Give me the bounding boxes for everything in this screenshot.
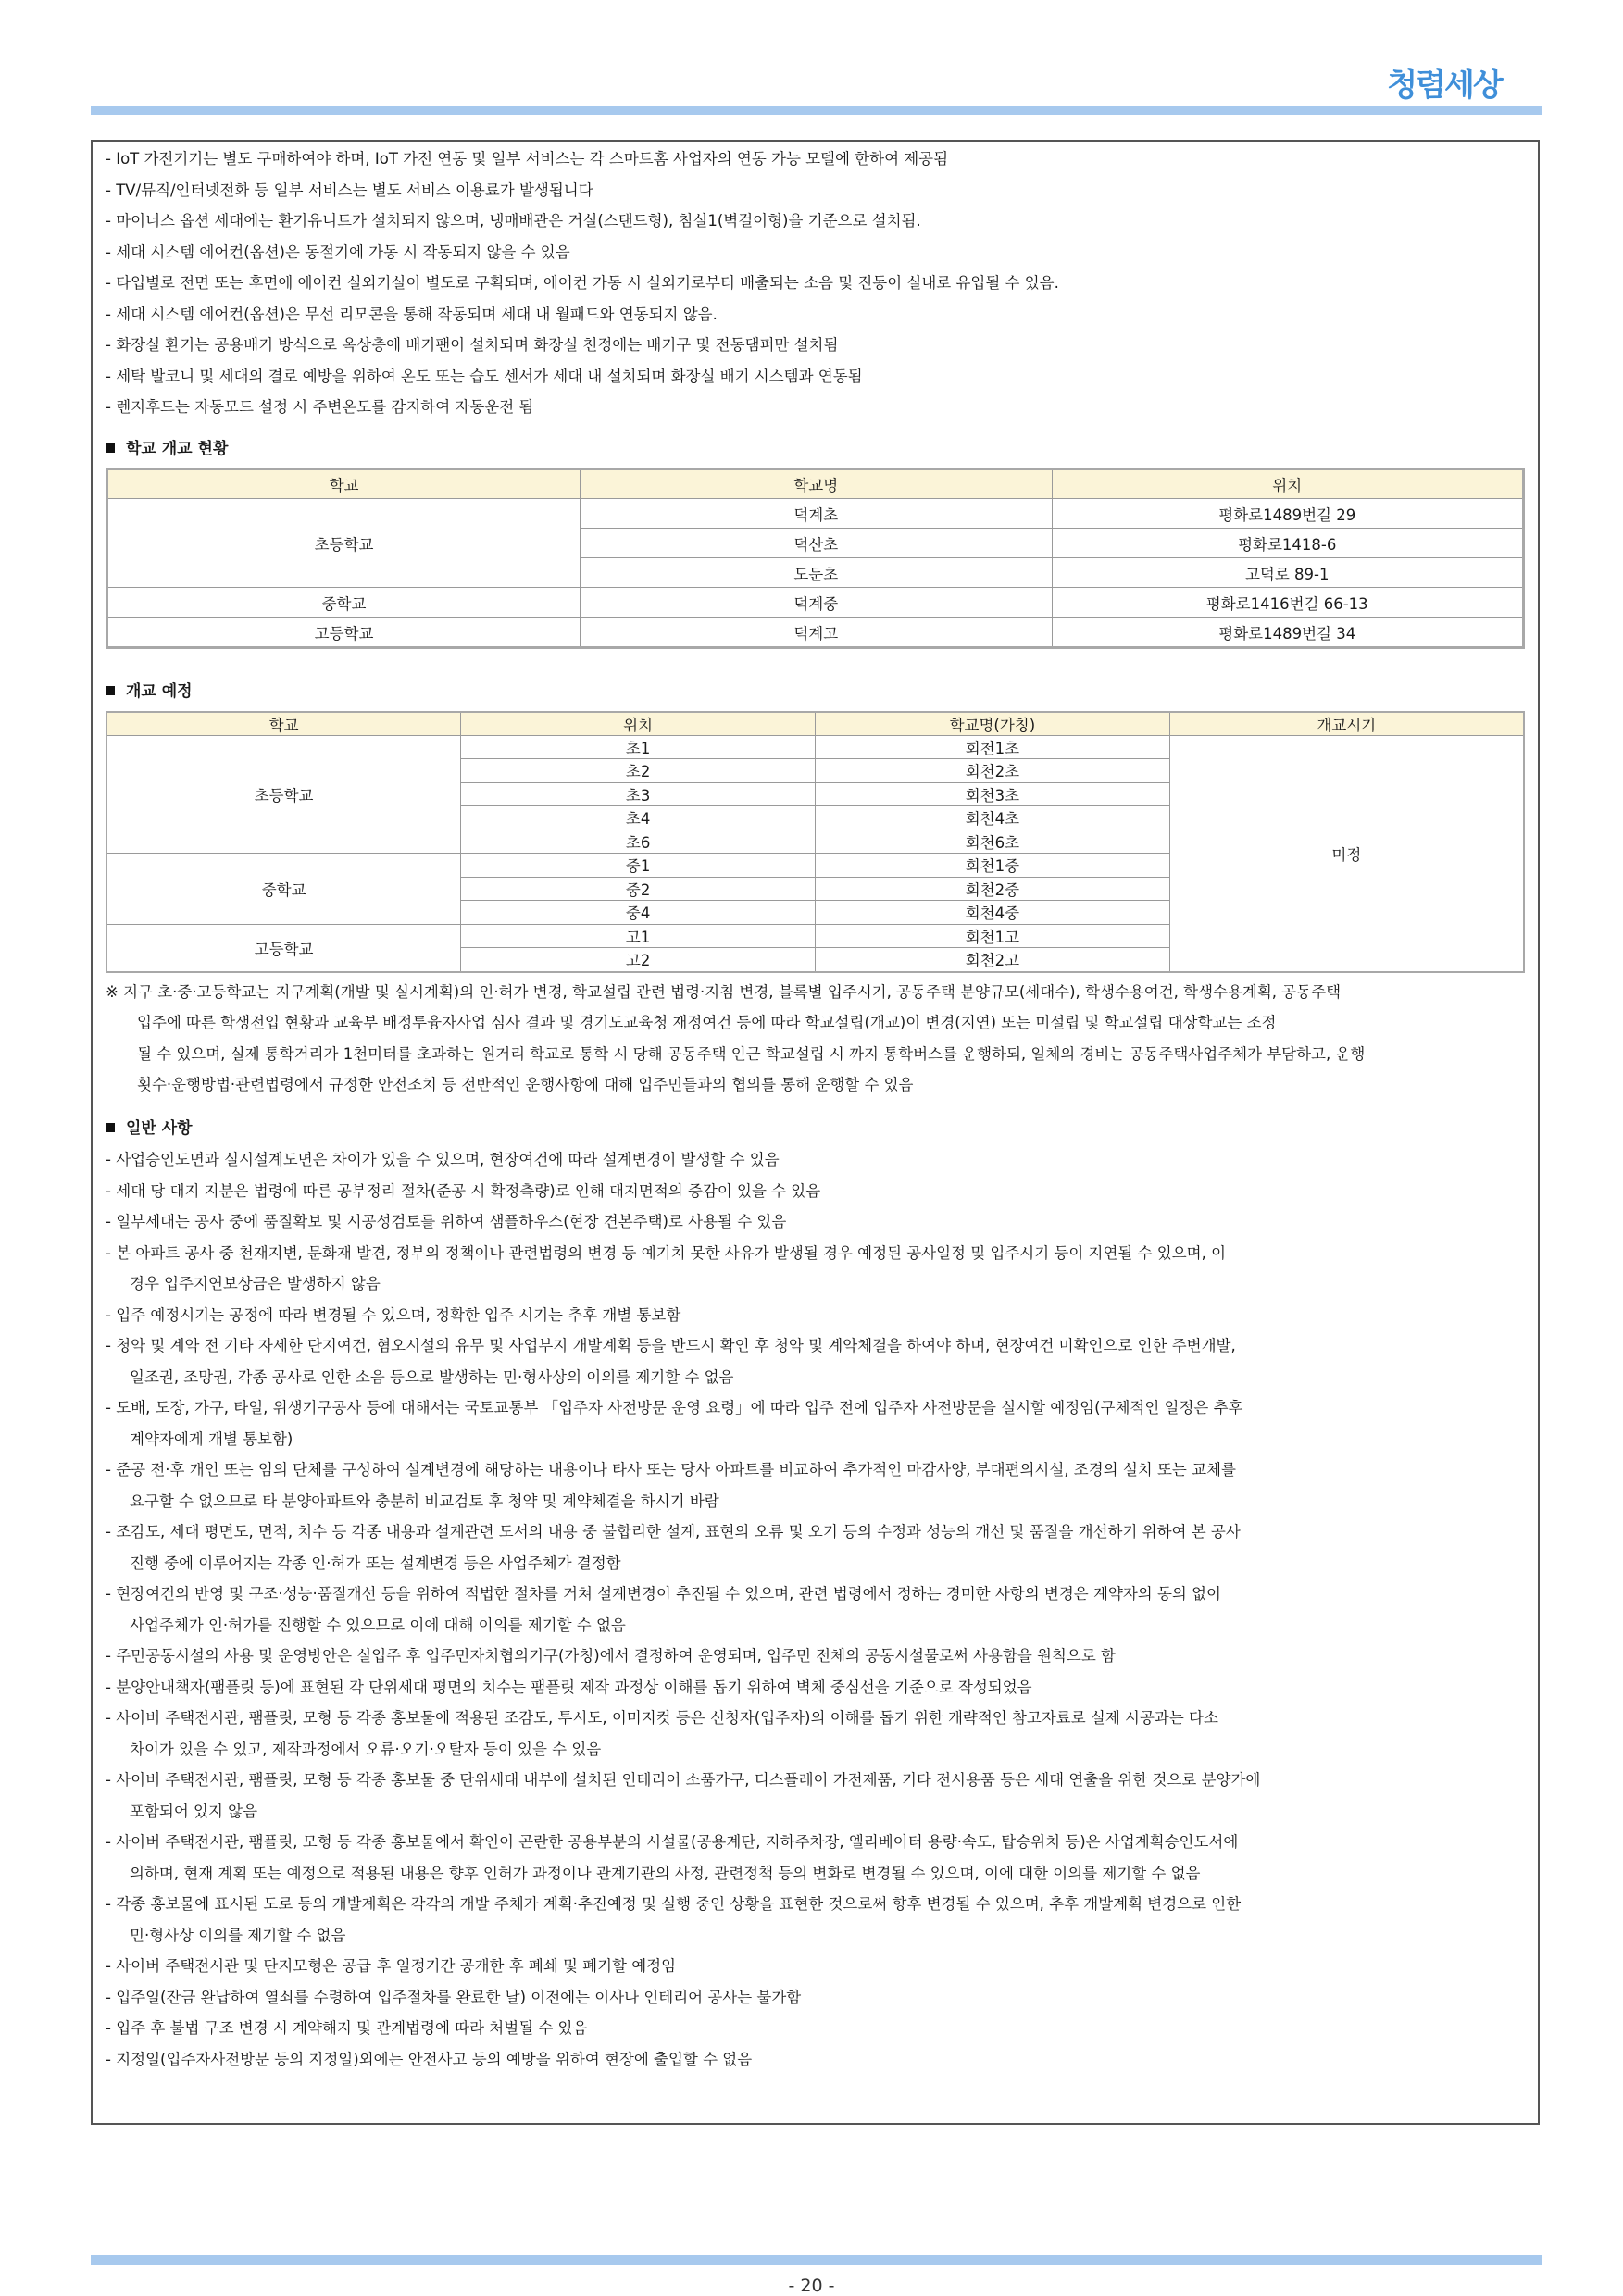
table-row (107, 588, 1524, 618)
col-header: 학교 (106, 712, 461, 736)
general-item: - 사업승인도면과 실시설계도면은 차이가 있을 수 있으며, 현장여건에 따라 설계변경이 발생할 수 있음 (106, 1151, 780, 1168)
school-name-cell: 회천4중 (816, 901, 1170, 925)
general-item-cont: 민·형사상 이의를 제기할 수 없음 (130, 1926, 346, 1944)
school-type-cell: 중학교 (106, 854, 461, 925)
location-cell: 고덕로 89-1 (1052, 558, 1524, 588)
school-name-cell: 회천6초 (816, 830, 1170, 854)
school-status-table (106, 468, 1525, 649)
location-cell: 평화로1416번길 66-13 (1052, 588, 1524, 618)
location-cell: 중4 (461, 901, 816, 925)
general-item: - 사이버 주택전시관, 팸플릿, 모형 등 각종 홍보물에서 확인이 곤란한 공용부분의 시설물(공용계단, 지하주차장, 엘리베이터 용량·속도, 탑승위치 등)은 사업계획승인도서에 (106, 1833, 1239, 1851)
school-note (106, 977, 1525, 1101)
table-row (107, 499, 1524, 529)
general-heading: 일반 사항 (106, 1114, 1525, 1145)
location-cell: 초6 (461, 830, 816, 854)
general-item: - 주민공동시설의 사용 및 운영방안은 실입주 후 입주민자치협의기구(가칭)에서 결정하여 운영되며, 입주민 전체의 공동시설물로써 사용함을 원칙으로 함 (106, 1647, 1116, 1665)
school-name-cell: 덕계중 (581, 588, 1052, 618)
school-type-cell: 중학교 (107, 588, 581, 618)
table-row (106, 735, 1524, 759)
general-item-cont: 일조권, 조망권, 각종 공사로 인한 소음 등으로 발생하는 민·형사상의 이의를 제기할 수 없음 (130, 1367, 734, 1386)
col-header: 학교명 (581, 469, 1052, 499)
general-item: - 사이버 주택전시관, 팸플릿, 모형 등 각종 홍보물에 적용된 조감도, 투시도, 이미지컷 등은 신청자(입주자)의 이해를 돕기 위한 개략적인 참고자료로 실제 시공과는 다소 (106, 1709, 1218, 1727)
logo (1370, 61, 1518, 102)
note-line: - 타입별로 전면 또는 후면에 에어컨 실외기실이 별도로 구획되며, 에어컨 가동 시 실외기로부터 배출되는 소음 및 진동이 실내로 유입될 수 있음. (106, 274, 1059, 292)
general-item: - 준공 전·후 개인 또는 임의 단체를 구성하여 설계변경에 해당하는 내용이나 타사 또는 당사 아파트를 비교하여 추가적인 마감사양, 부대편의시설, 조경의 설치 또는 교체를 (106, 1461, 1236, 1479)
general-item-cont: 의하며, 현재 계획 또는 예정으로 적용된 내용은 향후 인허가 과정이나 관계기관의 사정, 관련정책 등의 변화로 변경될 수 있으며, 이에 대한 이의를 제기할 수 없음 (130, 1864, 1201, 1882)
school-name-cell: 회천3초 (816, 782, 1170, 806)
general-item-cont: 경우 입주지연보상금은 발생하지 않음 (130, 1275, 381, 1292)
note-line: ※ 지구 초·중·고등학교는 지구계획(개발 및 실시계획)의 인·허가 변경, 학교설립 관련 법령·지침 변경, 블록별 입주시기, 공동주택 분양규모(세대수), 학생수용여건, 학생수용계획, 공동주택 (106, 982, 1342, 1001)
general-item: - 청약 및 계약 전 기타 자세한 단지여건, 혐오시설의 유무 및 사업부지 개발계획 등을 반드시 확인 후 청약 및 계약체결을 하여야 하며, 현장여건 미확인으로 인한 주변개발, (106, 1337, 1236, 1354)
general-list (106, 1144, 1525, 2075)
logo-text: 청렴세상 (1387, 66, 1502, 104)
location-cell: 고2 (461, 948, 816, 972)
general-item-cont: 포함되어 있지 않음 (130, 1802, 258, 1820)
school-name-cell: 덕계고 (581, 618, 1052, 648)
location-cell: 초3 (461, 782, 816, 806)
general-item: - 일부세대는 공사 중에 품질확보 및 시공성검토를 위하여 샘플하우스(현장 견본주택)로 사용될 수 있음 (106, 1213, 787, 1230)
general-item: - 입주 예정시기는 공정에 따라 변경될 수 있으며, 정확한 입주 시기는 추후 개별 통보함 (106, 1305, 681, 1324)
col-header: 개교시기 (1169, 712, 1524, 736)
general-item-cont: 차이가 있을 수 있고, 제작과정에서 오류·오기·오탈자 등이 있을 수 있음 (130, 1740, 602, 1758)
header-bar (91, 106, 1542, 115)
note-line: - 마이너스 옵션 세대에는 환기유니트가 설치되지 않으며, 냉매배관은 거실(스탠드형), 침실1(벽걸이형)을 기준으로 설치됨. (106, 212, 921, 230)
location-cell: 중1 (461, 854, 816, 878)
footer-bar (91, 2255, 1542, 2265)
school-name-cell: 회천1중 (816, 854, 1170, 878)
table-row (107, 618, 1524, 648)
school-type-cell: 초등학교 (107, 499, 581, 588)
note-line: - 세탁 발코니 및 세대의 결로 예방을 위하여 온도 또는 습도 센서가 세대 내 설치되며 화장실 배기 시스템과 연동됨 (106, 367, 863, 385)
note-line: - IoT 가전기기는 별도 구매하여야 하며, IoT 가전 연동 및 일부 서비스는 각 스마트홈 사업자의 연동 가능 모델에 한하여 제공됨 (106, 150, 949, 168)
school-name-cell: 덕계초 (581, 499, 1052, 529)
general-item-cont: 진행 중에 이루어지는 각종 인·허가 또는 설계변경 등은 사업주체가 결정함 (130, 1554, 621, 1572)
note-line: 될 수 있으며, 실제 통학거리가 1천미터를 초과하는 원거리 학교로 통학 시 당해 공동주택 인근 학교설립 시 까지 통학버스를 운행하되, 일체의 경비는 공동주택사업주체가 부담하고, 운행 (137, 1044, 1366, 1063)
page-number: - 20 - (788, 2276, 835, 2296)
school-name-cell: 회천1고 (816, 924, 1170, 948)
location-cell: 평화로1489번길 29 (1052, 499, 1524, 529)
location-cell: 초2 (461, 759, 816, 783)
iot-notes (106, 144, 1525, 423)
school-name-cell: 회천2중 (816, 877, 1170, 901)
location-cell: 초4 (461, 806, 816, 830)
general-item: - 입주일(잔금 완납하여 열쇠를 수령하여 입주절차를 완료한 날) 이전에는 이사나 인테리어 공사는 불가함 (106, 1988, 802, 2006)
school-name-cell: 덕산초 (581, 529, 1052, 558)
col-header: 학교 (107, 469, 581, 499)
school-status-heading: 학교 개교 현황 (106, 434, 1525, 466)
location-cell: 평화로1489번길 34 (1052, 618, 1524, 648)
general-item: - 지정일(입주자사전방문 등의 지정일)외에는 안전사고 등의 예방을 위하여 현장에 출입할 수 없음 (106, 2050, 753, 2068)
general-item-cont: 사업주체가 인·허가를 진행할 수 있으므로 이에 대해 이의를 제기할 수 없음 (130, 1616, 626, 1634)
content-box (91, 140, 1540, 2125)
school-type-cell: 고등학교 (107, 618, 581, 648)
note-line: 입주에 따른 학생전입 현황과 교육부 배정투융자사업 심사 결과 및 경기도교육청 재정여건 등에 따라 학교설립(개교)이 변경(지연) 또는 미설립 및 학교설립 대상학교는 조정 (137, 1014, 1277, 1031)
col-header: 학교명(가칭) (816, 712, 1170, 736)
school-plan-heading: 개교 예정 (106, 677, 1525, 708)
school-name-cell: 회천2고 (816, 948, 1170, 972)
note-line: - TV/뮤직/인터넷전화 등 일부 서비스는 별도 서비스 이용료가 발생됩니다 (106, 181, 593, 199)
general-item: - 분양안내책자(팸플릿 등)에 표현된 각 단위세대 평면의 치수는 팸플릿 제작 과정상 이해를 돕기 위하여 벽체 중심선을 기준으로 작성되었음 (106, 1678, 1032, 1696)
general-item-cont: 계약자에게 개별 통보함) (130, 1429, 293, 1448)
note-line: - 렌지후드는 자동모드 설정 시 주변온도를 감지하여 자동운전 됨 (106, 398, 534, 416)
general-item: - 입주 후 불법 구조 변경 시 계약해지 및 관계법령에 따라 처벌될 수 있음 (106, 2019, 588, 2037)
general-item: - 조감도, 세대 평면도, 면적, 치수 등 각종 내용과 설계관련 도서의 내용 중 불합리한 설계, 표현의 오류 및 오기 등의 수정과 성능의 개선 및 품질을 개선하기 위하여 본 공사 (106, 1523, 1241, 1541)
general-item-cont: 요구할 수 없으므로 타 분양아파트와 충분히 비교검토 후 청약 및 계약체결을 하시기 바람 (130, 1491, 719, 1510)
col-header: 위치 (461, 712, 816, 736)
note-line: - 세대 시스템 에어컨(옵션)은 무선 리모콘을 통해 작동되며 세대 내 월패드와 연동되지 않음. (106, 305, 718, 323)
school-type-cell: 고등학교 (106, 924, 461, 972)
note-line: - 화장실 환기는 공용배기 방식으로 옥상층에 배기팬이 설치되며 화장실 천정에는 배기구 및 전동댐퍼만 설치됨 (106, 336, 839, 354)
note-line: - 세대 시스템 에어컨(옵션)은 동절기에 가동 시 작동되지 않을 수 있음 (106, 243, 570, 261)
general-item: - 사이버 주택전시관, 팸플릿, 모형 등 각종 홍보물 중 단위세대 내부에 설치된 인테리어 소품가구, 디스플레이 가전제품, 기타 전시용품 등은 세대 연출을 위한 것으로 분양가에 (106, 1771, 1261, 1789)
general-item: - 본 아파트 공사 중 천재지변, 문화재 발견, 정부의 정책이나 관련법령의 변경 등 예기치 못한 사유가 발생될 경우 예정된 공사일정 및 입주시기 등이 지연될 수 있으며, 이 (106, 1243, 1227, 1262)
general-item: - 각종 홍보물에 표시된 도로 등의 개발계획은 각각의 개발 주체가 계획·추진예정 및 실행 중인 상황을 표현한 것으로써 향후 변경될 수 있으며, 추후 개발계획 변경으로 인한 (106, 1895, 1242, 1913)
location-cell: 중2 (461, 877, 816, 901)
school-type-cell: 초등학교 (106, 735, 461, 854)
col-header: 위치 (1052, 469, 1524, 499)
general-item: - 세대 당 대지 지분은 법령에 따른 공부정리 절차(준공 시 확정측량)로 인해 대지면적의 증감이 있을 수 있음 (106, 1181, 821, 1200)
general-item: - 현장여건의 반영 및 구조·성능·품질개선 등을 위하여 적법한 절차를 거쳐 설계변경이 추진될 수 있으며, 관련 법령에서 정하는 경미한 사항의 변경은 계약자의 동의 없이 (106, 1585, 1221, 1603)
general-item: - 사이버 주택전시관 및 단지모형은 공급 후 일정기간 공개한 후 폐쇄 및 폐기할 예정임 (106, 1957, 677, 1975)
location-cell: 고1 (461, 924, 816, 948)
school-name-cell: 회천4초 (816, 806, 1170, 830)
school-name-cell: 도둔초 (581, 558, 1052, 588)
location-cell: 초1 (461, 735, 816, 759)
opening-cell: 미정 (1169, 735, 1524, 972)
school-name-cell: 회천1초 (816, 735, 1170, 759)
location-cell: 평화로1418-6 (1052, 529, 1524, 558)
note-line: 횟수·운행방법·관련법령에서 규정한 안전조치 등 전반적인 운행사항에 대해 입주민들과의 협의를 통해 운행할 수 있음 (137, 1076, 914, 1093)
general-item: - 도배, 도장, 가구, 타일, 위생기구공사 등에 대해서는 국토교통부 「입주자 사전방문 운영 요령」에 따라 입주 전에 입주자 사전방문을 실시할 예정임(구체적인 일정은 추후 (106, 1399, 1243, 1416)
school-plan-table (106, 711, 1525, 973)
school-name-cell: 회천2초 (816, 759, 1170, 783)
